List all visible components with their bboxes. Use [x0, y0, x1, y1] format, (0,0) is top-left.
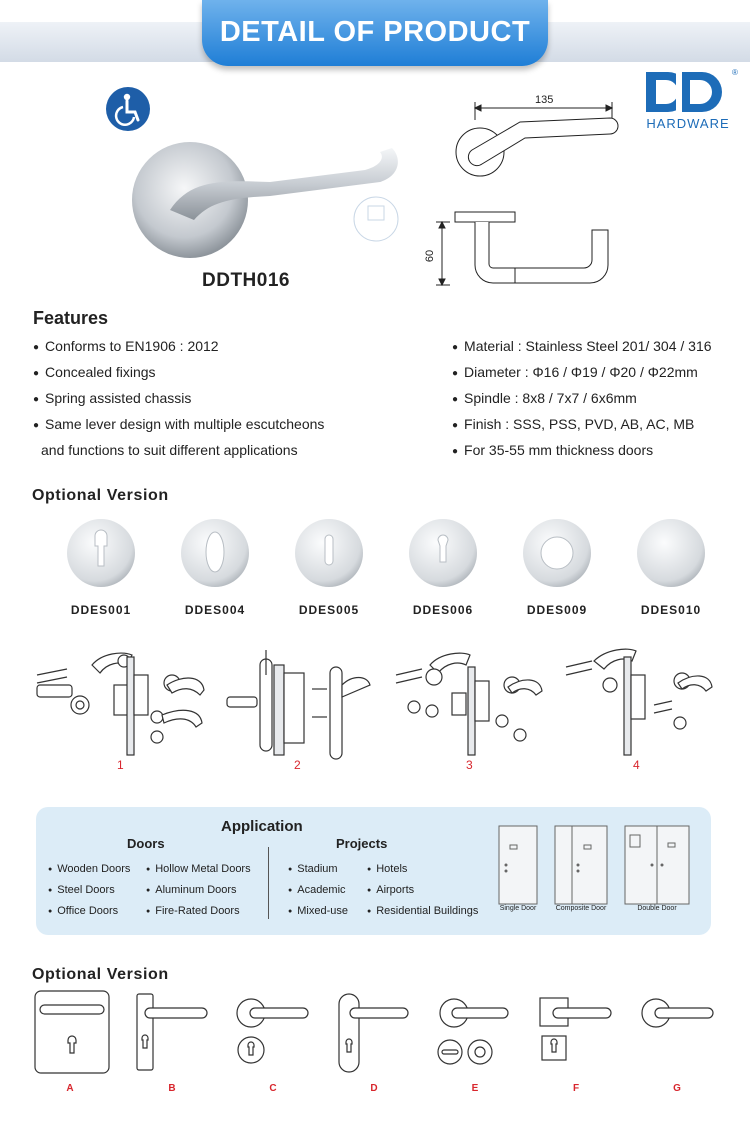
- variant-label: D: [370, 1083, 378, 1094]
- projects-heading: Projects: [336, 836, 388, 851]
- door-type-item: ● Aluminum Doors: [146, 884, 237, 896]
- watermark-logo-icon: [346, 194, 406, 244]
- variant-b-image: [136, 990, 212, 1074]
- panel-divider: [268, 847, 269, 919]
- features-heading: Features: [33, 308, 109, 328]
- rose-label: DDES005: [298, 603, 360, 617]
- feature-item: ● Finish : SSS, PSS, PVD, AB, AC, MB: [452, 416, 712, 442]
- trademark-mark: ®: [732, 68, 738, 77]
- feature-item: ● Conforms to EN1906 : 2012: [33, 338, 324, 364]
- technical-drawing: [430, 100, 620, 300]
- product-model: DDTH016: [202, 270, 290, 291]
- variant-g-image: [639, 990, 715, 1074]
- banner-right-wing: [530, 22, 750, 62]
- features-right-list: [452, 338, 712, 468]
- rose-label: DDES009: [526, 603, 588, 617]
- rose-label: DDES001: [70, 603, 132, 617]
- variant-label: C: [269, 1083, 277, 1094]
- doors-heading: Doors: [127, 836, 165, 851]
- project-type-item: ● Airports: [367, 884, 414, 896]
- rose-label: DDES004: [184, 603, 246, 617]
- step-number: 4: [633, 758, 640, 772]
- variant-label: B: [168, 1083, 176, 1094]
- optional-version-heading: Optional Version: [32, 487, 169, 504]
- variant-d-image: [338, 990, 414, 1074]
- project-type-item: ● Residential Buildings: [367, 905, 478, 917]
- door-caption: Single Door: [499, 905, 537, 912]
- door-caption: Double Door: [637, 905, 677, 912]
- install-diagram-3: [392, 645, 552, 755]
- rose-label: DDES006: [412, 603, 474, 617]
- rose-ddes005-image: [294, 518, 364, 588]
- brand-name: HARDWARE: [646, 116, 730, 131]
- rose-ddes010-image: [636, 518, 706, 588]
- feature-item: ● Concealed fixings: [33, 364, 324, 390]
- project-type-item: ● Mixed-use: [288, 905, 348, 917]
- variant-label: F: [572, 1083, 580, 1094]
- feature-item: ● Spindle : 8x8 / 7x7 / 6x6mm: [452, 390, 712, 416]
- door-type-item: ● Hollow Metal Doors: [146, 863, 251, 875]
- project-type-item: ● Stadium: [288, 863, 338, 875]
- project-type-item: ● Academic: [288, 884, 346, 896]
- rose-ddes004-image: [180, 518, 250, 588]
- single-door-image: [498, 825, 538, 905]
- feature-item: ● For 35-55 mm thickness doors: [452, 442, 712, 468]
- variant-a-image: [34, 990, 110, 1074]
- install-diagram-2: [222, 645, 382, 755]
- door-type-item: ● Fire-Rated Doors: [146, 905, 240, 917]
- wheelchair-icon: [105, 86, 151, 132]
- variant-label: E: [471, 1083, 479, 1094]
- banner-left-wing: [0, 22, 220, 62]
- optional-version-heading-2: Optional Version: [32, 966, 169, 983]
- door-caption: Composite Door: [555, 905, 607, 912]
- dim-length-label: 135: [535, 94, 554, 106]
- door-type-item: ● Office Doors: [48, 905, 118, 917]
- feature-item: ● Spring assisted chassis: [33, 390, 324, 416]
- install-diagram-4: [562, 645, 722, 755]
- rose-ddes001-image: [66, 518, 136, 588]
- rose-ddes009-image: [522, 518, 592, 588]
- door-type-item: ● Steel Doors: [48, 884, 115, 896]
- step-number: 1: [117, 758, 124, 772]
- step-number: 2: [294, 758, 301, 772]
- feature-item: ● Diameter : Φ16 / Φ19 / Φ20 / Φ22mm: [452, 364, 712, 390]
- application-heading: Application: [221, 818, 303, 835]
- door-type-item: ● Wooden Doors: [48, 863, 130, 875]
- install-diagram-1: [32, 645, 212, 755]
- feature-item: ● Same lever design with multiple escutcheons: [33, 416, 324, 442]
- application-panel: [36, 807, 711, 935]
- variant-c-image: [236, 990, 312, 1074]
- variant-e-image: [434, 990, 510, 1074]
- header-banner: [202, 0, 548, 66]
- features-left-list: [33, 338, 324, 468]
- rose-ddes006-image: [408, 518, 478, 588]
- dim-height-label: 60: [424, 249, 437, 263]
- composite-door-image: [554, 825, 608, 905]
- feature-item: ● Material : Stainless Steel 201/ 304 / 316: [452, 338, 712, 364]
- double-door-image: [624, 825, 690, 905]
- variant-label: G: [673, 1083, 681, 1094]
- variant-f-image: [539, 990, 615, 1074]
- brand-logo-icon: [640, 68, 736, 116]
- feature-item-continued: and functions to suit different applications: [41, 442, 298, 458]
- step-number: 3: [466, 758, 473, 772]
- variant-label: A: [66, 1083, 74, 1094]
- page-title: DETAIL OF PRODUCT: [219, 16, 531, 48]
- rose-label: DDES010: [640, 603, 702, 617]
- project-type-item: ● Hotels: [367, 863, 407, 875]
